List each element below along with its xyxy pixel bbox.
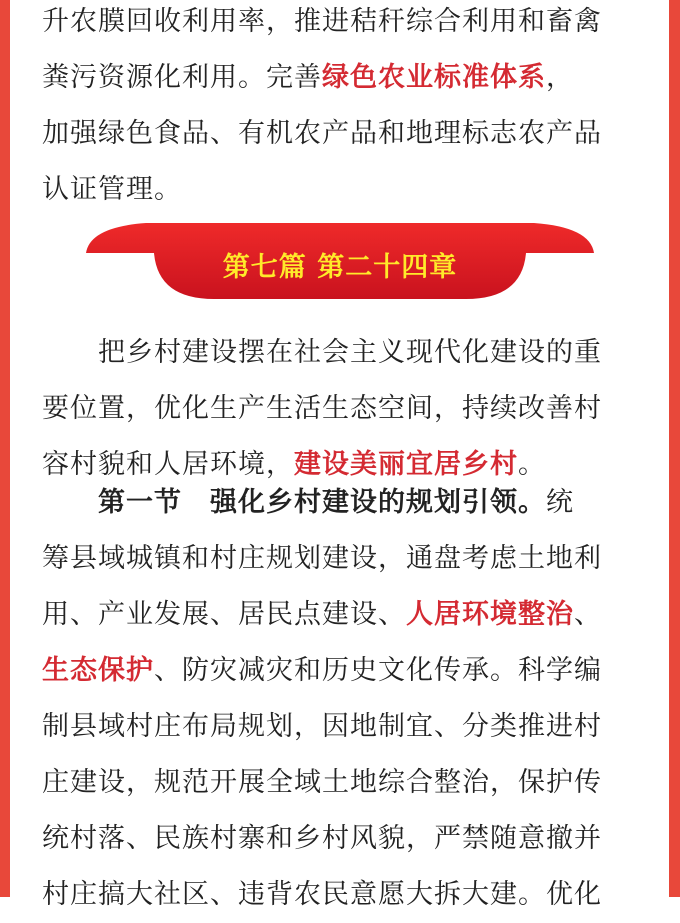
left-border [0, 0, 10, 897]
text-span: 、防灾减灾和历史文化传承。科学编 [154, 655, 602, 686]
text-span: 统 [546, 487, 574, 518]
text-line [42, 643, 642, 699]
paragraph-2 [42, 325, 642, 493]
text-span: 、 [574, 599, 602, 630]
highlight-text: 生态保护 [42, 655, 154, 686]
text-line: 庄建设，规范开展全域土地综合整治，保护传 [42, 767, 602, 798]
text-line: 统村落、民族村寨和乡村风貌，严禁随意撤并 [42, 823, 602, 854]
section-heading: 第一节 强化乡村建设的规划引领。 [98, 487, 546, 518]
highlight-text: 人居环境整治 [406, 599, 574, 630]
text-line: 制县域村庄布局规划，因地制宜、分类推进村 [42, 711, 602, 742]
banner-title: 第七篇 第二十四章 [222, 252, 458, 283]
text-span: ， [546, 62, 574, 93]
paragraph-1 [42, 0, 642, 218]
text-span: 用、产业发展、居民点建设、 [42, 599, 406, 630]
text-line [42, 587, 642, 643]
text-line: 把乡村建设摆在社会主义现代化建设的重 [98, 337, 602, 368]
right-border [669, 0, 680, 897]
text-line: 加强绿色食品、有机农产品和地理标志农产品 [42, 118, 602, 149]
highlight-text: 绿色农业标准体系 [322, 62, 546, 93]
text-span: 。 [518, 449, 546, 480]
text-line: 村庄搞大社区、违背农民意愿大拆大建。优化 [42, 879, 602, 910]
text-line [42, 50, 642, 106]
highlight-text: 建设美丽宜居乡村 [294, 449, 518, 480]
text-line: 认证管理。 [42, 174, 182, 205]
chapter-banner [86, 223, 594, 299]
text-span: 粪污资源化利用。完善 [42, 62, 322, 93]
text-line [42, 475, 642, 531]
text-line: 要位置，优化生产生活生态空间，持续改善村 [42, 393, 602, 424]
text-line: 升农膜回收利用率，推进秸秆综合利用和畜禽 [42, 6, 602, 37]
text-span: 容村貌和人居环境， [42, 449, 294, 480]
text-line: 筹县域城镇和村庄规划建设，通盘考虑土地利 [42, 543, 602, 574]
paragraph-3 [42, 475, 642, 923]
